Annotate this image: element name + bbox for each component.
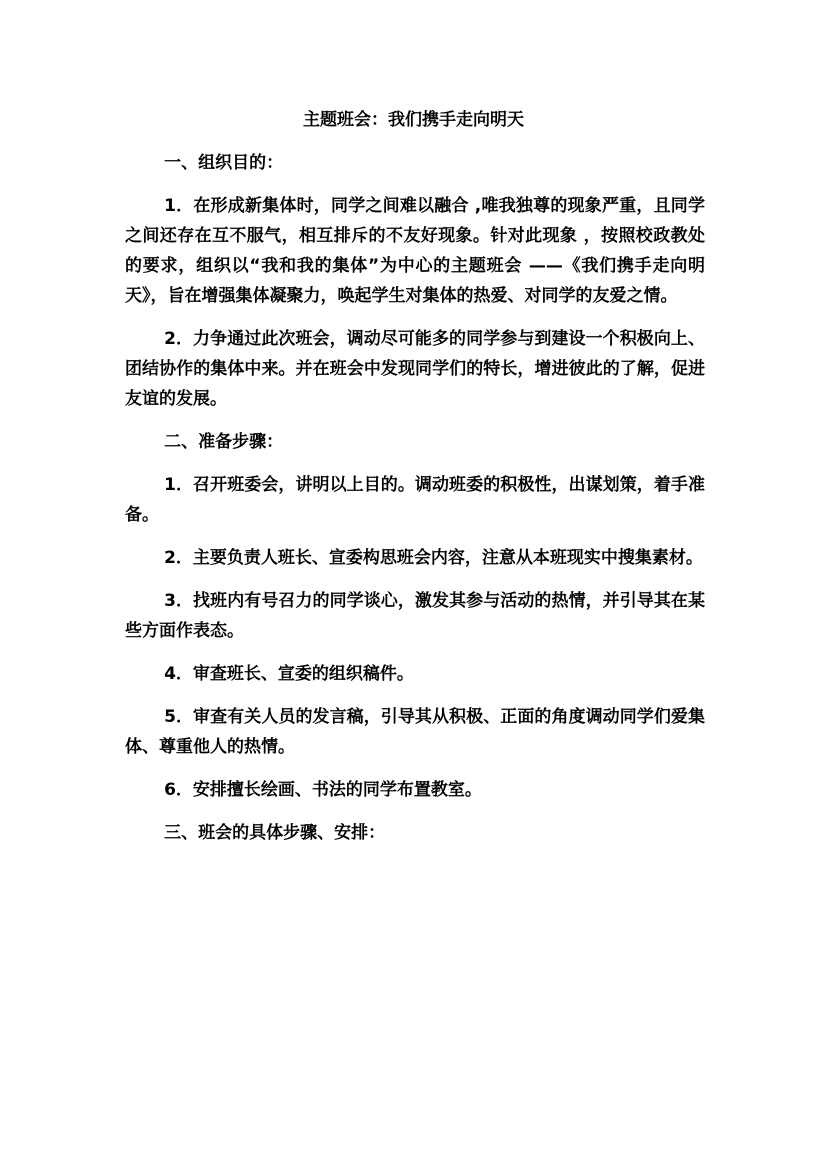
paragraph-preparation-5: 5．审查有关人员的发言稿，引导其从积极、正面的角度调动同学们爱集体、尊重他人的热情。	[125, 707, 705, 757]
paragraph-preparation-6: 6．安排擅长绘画、书法的同学布置教室。	[164, 780, 482, 800]
document-title: 主题班会：我们携手走向明天	[303, 110, 524, 130]
paragraph-preparation-2: 2．主要负责人班长、宣委构思班会内容，注意从本班现实中搜集素材。	[164, 548, 703, 568]
paragraph-purpose-1: 1．在形成新集体时，同学之间难以融合 ,唯我独尊的现象严重，且同学之间还存在互不服气，相互排斥的不友好现象。针对此现象 ，按照校政教处的要求，组织以“我和我的集体”为中心的主题班会 ——《我们携手走向明天》，旨在增强集体凝聚力，唤起学生对集体的热爱、对同学的友爱之情。	[125, 196, 705, 306]
section-heading-preparation: 二、准备步骤：	[164, 432, 284, 452]
paragraph-preparation-1: 1．召开班委会，讲明以上目的。调动班委的积极性，出谋划策，着手准备。	[125, 475, 705, 525]
section-heading-purpose: 一、组织目的：	[164, 153, 284, 173]
paragraph-preparation-4: 4．审查班长、宣委的组织稿件。	[164, 664, 414, 684]
section-heading-steps: 三、班会的具体步骤、安排：	[164, 823, 386, 843]
paragraph-purpose-2: 2．力争通过此次班会，调动尽可能多的同学参与到建设一个积极向上、团结协作的集体中来。并在班会中发现同学们的特长，增进彼此的了解，促进友谊的发展。	[125, 329, 705, 409]
document-body	[125, 148, 705, 861]
paragraph-preparation-3: 3．找班内有号召力的同学谈心，激发其参与活动的热情，并引导其在某些方面作表态。	[125, 591, 705, 641]
